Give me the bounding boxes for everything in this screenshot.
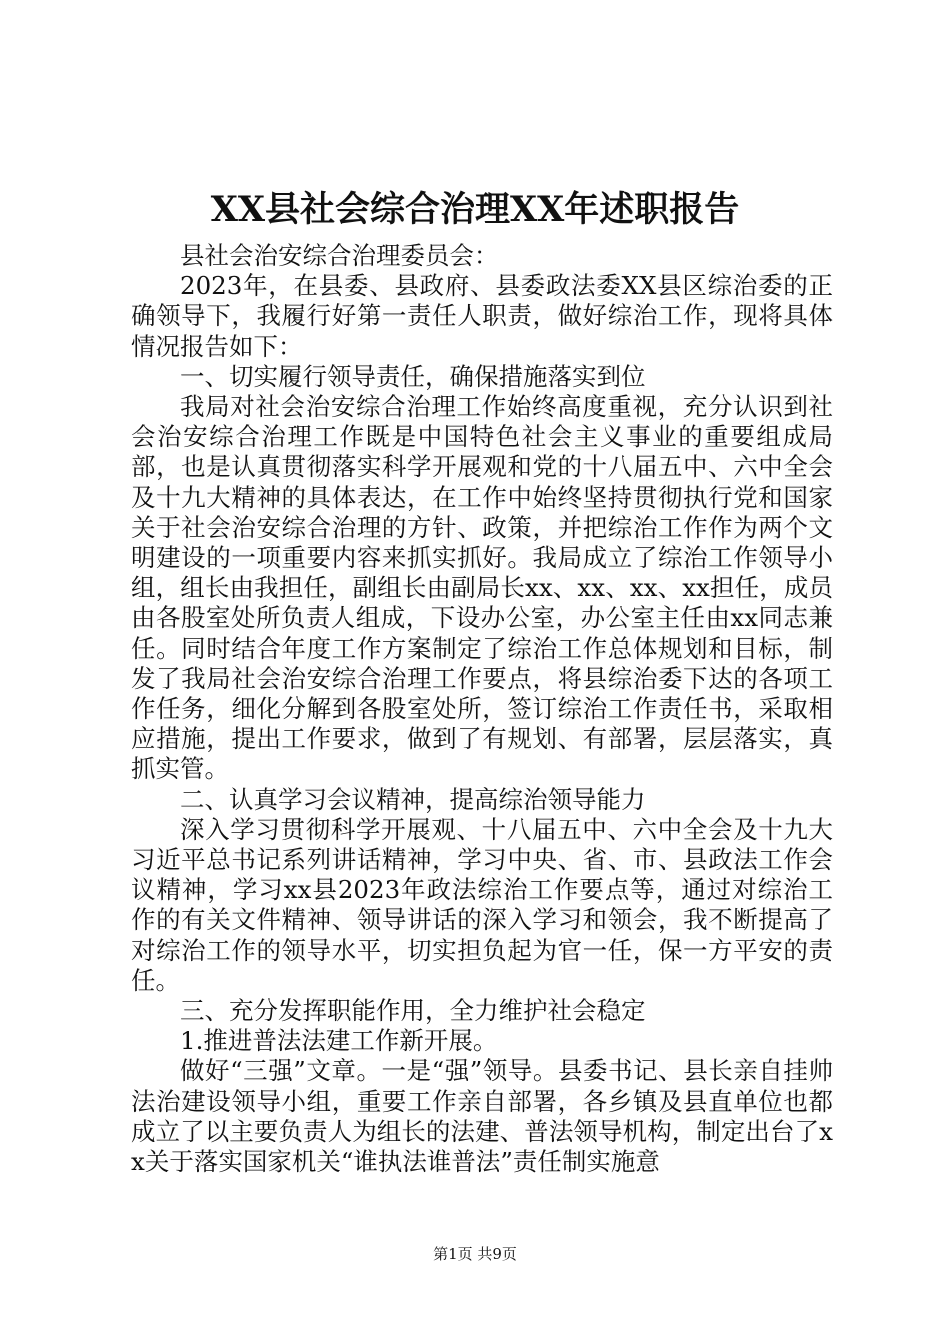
document-body (131, 241, 833, 1177)
document-title: XX县社会综合治理XX年述职报告 (210, 189, 740, 230)
section-heading-1: 一、切实履行领导责任，确保措施落实到位 (180, 361, 646, 391)
salutation: 县社会治安综合治理委员会： (180, 241, 499, 270)
paragraph-section-1: 我局对社会治安综合治理工作始终高度重视，充分认识到社会治安综合治理工作既是中国特色社会主义事业的重要组成局部，也是认真贯彻落实科学开展观和党的十八届五中、六中全会及十九大精神的具体表达，在工作中始终坚持贯彻执行党和国家关于社会治安综合治理的方针、政策，并把综治工作作为两个文明建设的一项重要内容来抓实抓好。我局成立了综治工作领导小组，组长由我担任，副组长由副局长xx、xx、xx、xx担任，成员由各股室处所负责人组成，下设办公室，办公室主任由xx同志兼任。同时结合年度工作方案制定了综治工作总体规划和目标，制发了我局社会治安综合治理工作要点，将县综治委下达的各项工作任务，细化分解到各股室处所，签订综治工作责任书，采取相应措施，提出工作要求，做到了有规划、有部署，层层落实，真抓实管。 (131, 392, 833, 784)
paragraph-section-2: 深入学习贯彻科学开展观、十八届五中、六中全会及十九大习近平总书记系列讲话精神，学习中央、省、市、县政法工作会议精神，学习xx县2023年政法综治工作要点等，通过对综治工作的有关文件精神、领导讲话的深入学习和领会，我不断提高了对综治工作的领导水平，切实担负起为官一任，保一方平安的责任。 (131, 814, 833, 995)
paragraph-subsection-1: 做好“三强”文章。一是“强”领导。县委书记、县长亲自挂帅法治建设领导小组，重要工作亲自部署，各乡镇及县直单位也都成立了以主要负责人为组长的法建、普法领导机构，制定出台了xx关于落实国家机关“谁执法谁普法”责任制实施意 (131, 1056, 833, 1177)
section-heading-2: 二、认真学习会议精神，提高综治领导能力 (180, 784, 646, 814)
paragraph-intro: 2023年，在县委、县政府、县委政法委XX县区综治委的正确领导下，我履行好第一责任人职责，做好综治工作，现将具体情况报告如下： (131, 271, 833, 361)
section-heading-3: 三、充分发挥职能作用，全力维护社会稳定 (180, 996, 646, 1026)
page-footer: 第1页 共9页 (433, 1245, 517, 1263)
subsection-heading-1: 1.推进普法法建工作新开展。 (180, 1026, 498, 1056)
